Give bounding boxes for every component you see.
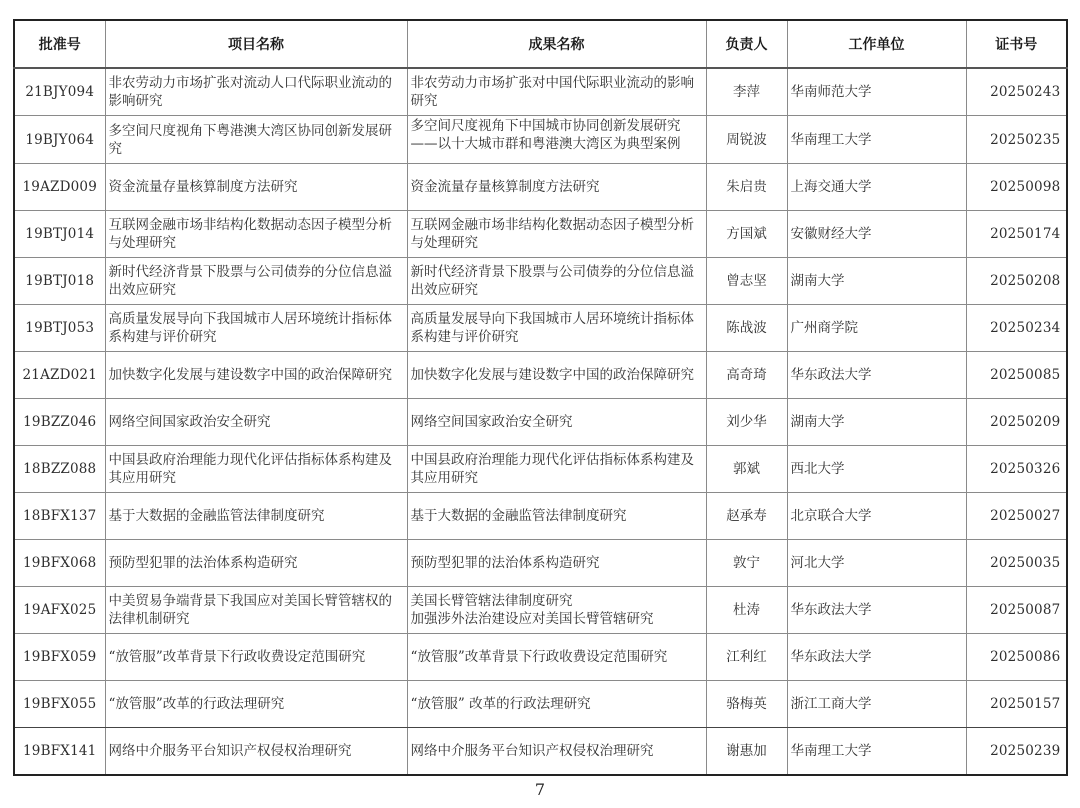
- cell-result-name: 预防型犯罪的法治体系构造研究: [407, 540, 706, 587]
- cell-result-name: 非农劳动力市场扩张对中国代际职业流动的影响研究: [407, 68, 706, 116]
- cell-certificate-number: 20250239: [966, 728, 1067, 776]
- cell-result-name: 新时代经济背景下股票与公司债券的分位信息溢出效应研究: [407, 258, 706, 305]
- header-project-name: 项目名称: [105, 20, 407, 68]
- cell-project-name: 加快数字化发展与建设数字中国的政治保障研究: [105, 352, 407, 399]
- cell-certificate-number: 20250235: [966, 116, 1067, 164]
- cell-work-unit: 安徽财经大学: [787, 211, 966, 258]
- cell-work-unit: 华东政法大学: [787, 587, 966, 634]
- cell-certificate-number: 20250326: [966, 446, 1067, 493]
- cell-result-name: 加快数字化发展与建设数字中国的政治保障研究: [407, 352, 706, 399]
- cell-work-unit: 浙江工商大学: [787, 681, 966, 728]
- table-header-row: [14, 20, 1067, 68]
- cell-work-unit: 华南师范大学: [787, 68, 966, 116]
- cell-principal: 江利红: [706, 634, 787, 681]
- cell-approval-number: 19BZZ046: [14, 399, 105, 446]
- cell-principal: 曾志坚: [706, 258, 787, 305]
- cell-principal: 郭斌: [706, 446, 787, 493]
- cell-principal: 朱启贵: [706, 164, 787, 211]
- page-number: 7: [534, 780, 546, 799]
- cell-principal: 高奇琦: [706, 352, 787, 399]
- cell-certificate-number: 20250208: [966, 258, 1067, 305]
- cell-work-unit: 广州商学院: [787, 305, 966, 352]
- header-certificate-number: 证书号: [966, 20, 1067, 68]
- cell-project-name: 网络空间国家政治安全研究: [105, 399, 407, 446]
- cell-certificate-number: 20250174: [966, 211, 1067, 258]
- cell-certificate-number: 20250209: [966, 399, 1067, 446]
- table-row: [14, 211, 1067, 258]
- cell-work-unit: 河北大学: [787, 540, 966, 587]
- cell-certificate-number: 20250234: [966, 305, 1067, 352]
- cell-principal: 陈战波: [706, 305, 787, 352]
- header-principal: 负责人: [706, 20, 787, 68]
- cell-project-name: 网络中介服务平台知识产权侵权治理研究: [105, 728, 407, 776]
- header-approval-number: 批准号: [14, 20, 105, 68]
- cell-result-name: 资金流量存量核算制度方法研究: [407, 164, 706, 211]
- cell-principal: 方国斌: [706, 211, 787, 258]
- table-row: [14, 305, 1067, 352]
- result-line: 加强涉外法治建设应对美国长臂管辖研究: [410, 611, 654, 627]
- cell-work-unit: 华南理工大学: [787, 728, 966, 776]
- cell-result-name: 互联网金融市场非结构化数据动态因子模型分析与处理研究: [407, 211, 706, 258]
- cell-principal: 骆梅英: [706, 681, 787, 728]
- cell-work-unit: 西北大学: [787, 446, 966, 493]
- cell-approval-number: 19BTJ018: [14, 258, 105, 305]
- cell-certificate-number: 20250157: [966, 681, 1067, 728]
- table-row: [14, 728, 1067, 776]
- cell-result-name: 网络空间国家政治安全研究: [407, 399, 706, 446]
- cell-result-name: “放管服” 改革的行政法理研究: [407, 681, 706, 728]
- cell-result-name: 多空间尺度视角下中国城市协同创新发展研究——以十大城市群和粤港澳大湾区为典型案例: [407, 116, 706, 164]
- cell-principal: 赵承寿: [706, 493, 787, 540]
- table-row: [14, 399, 1067, 446]
- cell-approval-number: 19BFX141: [14, 728, 105, 776]
- cell-principal: 敦宁: [706, 540, 787, 587]
- cell-approval-number: 19BFX059: [14, 634, 105, 681]
- cell-approval-number: 18BFX137: [14, 493, 105, 540]
- cell-work-unit: 华南理工大学: [787, 116, 966, 164]
- cell-principal: 谢惠加: [706, 728, 787, 776]
- cell-project-name: 互联网金融市场非结构化数据动态因子模型分析与处理研究: [105, 211, 407, 258]
- cell-work-unit: 湖南大学: [787, 258, 966, 305]
- table-row: [14, 493, 1067, 540]
- cell-project-name: 中国县政府治理能力现代化评估指标体系构建及其应用研究: [105, 446, 407, 493]
- table-row: [14, 587, 1067, 634]
- cell-project-name: 中美贸易争端背景下我国应对美国长臂管辖权的法律机制研究: [105, 587, 407, 634]
- table-row: [14, 446, 1067, 493]
- cell-certificate-number: 20250087: [966, 587, 1067, 634]
- cell-work-unit: 北京联合大学: [787, 493, 966, 540]
- table-row: [14, 352, 1067, 399]
- table-row: [14, 68, 1067, 116]
- table-row: [14, 116, 1067, 164]
- cell-result-name: “放管服”改革背景下行政收费设定范围研究: [407, 634, 706, 681]
- table-row: [14, 634, 1067, 681]
- cell-certificate-number: 20250243: [966, 68, 1067, 116]
- cell-project-name: 资金流量存量核算制度方法研究: [105, 164, 407, 211]
- cell-project-name: 非农劳动力市场扩张对流动人口代际职业流动的影响研究: [105, 68, 407, 116]
- awards-table: [13, 19, 1068, 776]
- cell-work-unit: 华东政法大学: [787, 634, 966, 681]
- cell-principal: 刘少华: [706, 399, 787, 446]
- cell-project-name: “放管服”改革背景下行政收费设定范围研究: [105, 634, 407, 681]
- table-row: [14, 540, 1067, 587]
- cell-project-name: 高质量发展导向下我国城市人居环境统计指标体系构建与评价研究: [105, 305, 407, 352]
- cell-approval-number: 19BTJ014: [14, 211, 105, 258]
- table-row: [14, 164, 1067, 211]
- cell-result-name: 中国县政府治理能力现代化评估指标体系构建及其应用研究: [407, 446, 706, 493]
- cell-result-name: 网络中介服务平台知识产权侵权治理研究: [407, 728, 706, 776]
- cell-principal: 杜涛: [706, 587, 787, 634]
- header-work-unit: 工作单位: [787, 20, 966, 68]
- cell-principal: 李萍: [706, 68, 787, 116]
- cell-project-name: 多空间尺度视角下粤港澳大湾区协同创新发展研究: [105, 116, 407, 164]
- cell-approval-number: 18BZZ088: [14, 446, 105, 493]
- cell-approval-number: 19AZD009: [14, 164, 105, 211]
- cell-result-name: [407, 587, 706, 634]
- cell-approval-number: 19BFX055: [14, 681, 105, 728]
- table-row: [14, 258, 1067, 305]
- cell-principal: 周锐波: [706, 116, 787, 164]
- header-result-name: 成果名称: [407, 20, 706, 68]
- cell-approval-number: 21AZD021: [14, 352, 105, 399]
- cell-work-unit: 华东政法大学: [787, 352, 966, 399]
- cell-certificate-number: 20250098: [966, 164, 1067, 211]
- cell-certificate-number: 20250035: [966, 540, 1067, 587]
- cell-result-name: 基于大数据的金融监管法律制度研究: [407, 493, 706, 540]
- cell-project-name: 新时代经济背景下股票与公司债券的分位信息溢出效应研究: [105, 258, 407, 305]
- cell-approval-number: 21BJY094: [14, 68, 105, 116]
- cell-project-name: 基于大数据的金融监管法律制度研究: [105, 493, 407, 540]
- cell-result-name: 高质量发展导向下我国城市人居环境统计指标体系构建与评价研究: [407, 305, 706, 352]
- cell-certificate-number: 20250086: [966, 634, 1067, 681]
- cell-approval-number: 19BTJ053: [14, 305, 105, 352]
- cell-approval-number: 19AFX025: [14, 587, 105, 634]
- cell-project-name: “放管服”改革的行政法理研究: [105, 681, 407, 728]
- result-line: 美国长臂管辖法律制度研究: [410, 593, 573, 609]
- table-row: [14, 681, 1067, 728]
- cell-work-unit: 湖南大学: [787, 399, 966, 446]
- cell-certificate-number: 20250027: [966, 493, 1067, 540]
- cell-approval-number: 19BJY064: [14, 116, 105, 164]
- cell-work-unit: 上海交通大学: [787, 164, 966, 211]
- cell-project-name: 预防型犯罪的法治体系构造研究: [105, 540, 407, 587]
- cell-approval-number: 19BFX068: [14, 540, 105, 587]
- cell-certificate-number: 20250085: [966, 352, 1067, 399]
